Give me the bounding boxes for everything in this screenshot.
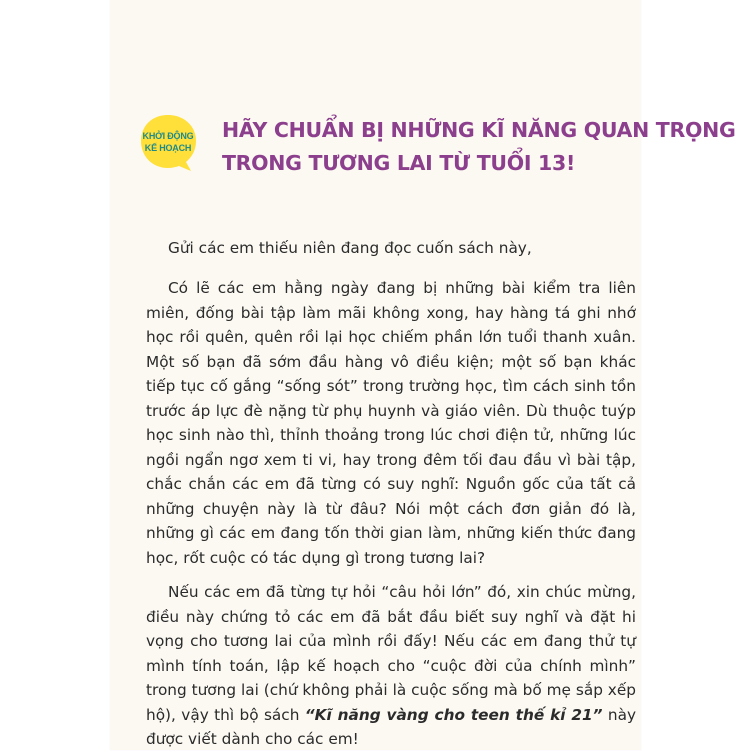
heading-line-2: TRONG TƯƠNG LAI TỪ TUỔI 13!	[222, 151, 575, 175]
greeting-paragraph: Gửi các em thiếu niên đang đọc cuốn sách này,	[168, 239, 532, 257]
badge-line-1: KHỞI ĐỘNG	[142, 131, 194, 141]
page-heading	[222, 114, 736, 180]
badge-line-2: KẾ HOẠCH	[144, 143, 192, 153]
paragraph-3-end: này được viết dành cho các em!	[146, 705, 636, 748]
book-series-title: “Kĩ năng vàng cho teen thế kỉ 21”	[304, 705, 603, 724]
paragraph-3-start: Nếu các em đã từng tự hỏi “câu hỏi lớn” đó, xin chúc mừng, điều này chứng tỏ các em đã bắt đầu biết suy nghĩ và đặt hi vọng cho tương lai của mình rồi đấy! Nếu các em đang thử tự mình tính toán, lập kế hoạch cho “cuộc đời của chính mình” trong tương lai (chứ không phải là cuộc sống mà bố mẹ sắp xếp hộ), vậy thì bộ sách	[146, 583, 636, 724]
heading-line-1: HÃY CHUẨN BỊ NHỮNG KĨ NĂNG QUAN TRỌNG	[222, 118, 736, 142]
speech-bubble-badge	[139, 113, 199, 173]
body-paragraph-2: Có lẽ các em hằng ngày đang bị những bài kiểm tra liên miên, đống bài tập làm mãi không xong, hay hàng tá ghi nhớ học rồi quên, quên rồi lại học chiếm phần lớn tuổi thanh xuân. Một số bạn đã sớm đầu hàng vô điều kiện; một số bạn khác tiếp tục cố gắng “sống sót” trong trường học, tìm cách sinh tồn trước áp lực đè nặng từ phụ huynh và giáo viên. Dù thuộc tuýp học sinh nào thì, thỉnh thoảng trong lúc chơi điện tử, những lúc ngồi ngẩn ngơ xem ti vi, hay trong đêm tối đau đầu vì bài tập, chắc chắn các em đã từng có suy nghĩ: Nguồn gốc của tất cả những chuyện này là từ đâu? Nói một cách đơn giản đó là, những gì các em đang tốn thời gian làm, những kiến thức đang học, rốt cuộc có tác dụng gì trong tương lai?	[146, 279, 636, 567]
body-paragraph-3	[146, 580, 636, 752]
